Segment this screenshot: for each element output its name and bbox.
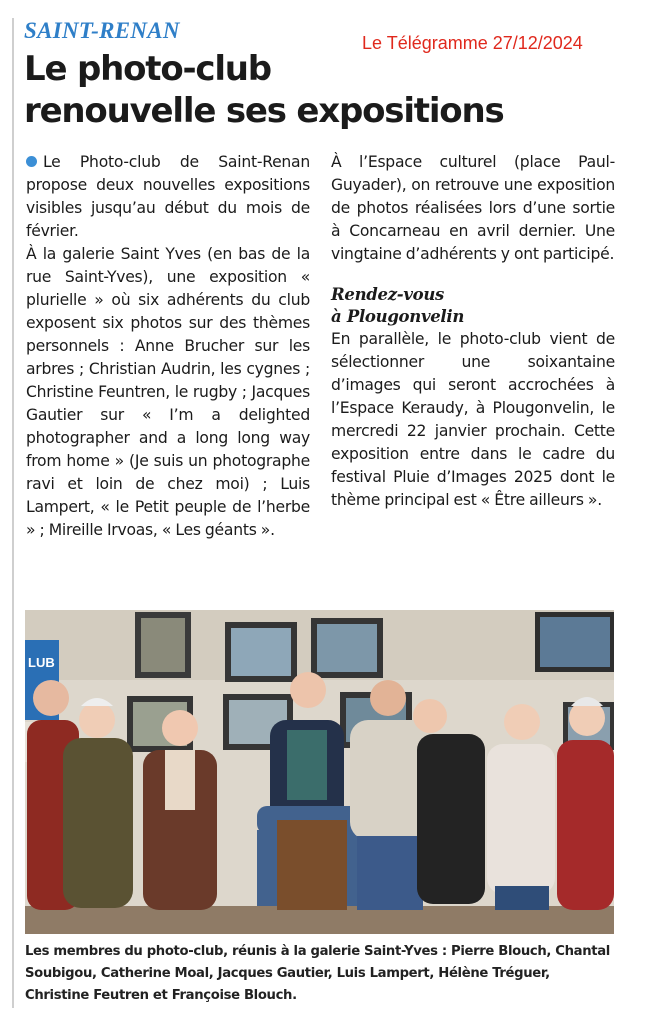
paragraph-intro-text: Le Photo-club de Saint-Renan propose deux nouvelles expositions visibles jusqu’au début du mois de février.: [26, 153, 310, 240]
paragraph-galerie: À la galerie Saint Yves (en bas de la rue Saint-Yves), une exposition « plurielle » où six adhérents du club exposent six photos sur des thèmes personnels : Anne Brucher sur les arbres ; Christian Audrin, les cygnes ; Christine Feuntren, le rugby ; Jacques Gautier sur « I’m a delighted photographer and a long long way from home » (Je suis un photographe ravi et loin de chez moi) ; Luis Lampert, « le Petit peuple de l’herbe » ; Mireille Irvoas, « Les géants ».: [26, 245, 310, 539]
group-photo: [25, 610, 614, 934]
headline: [24, 48, 634, 132]
paragraph-intro: [26, 151, 310, 243]
article-column-right: [331, 151, 615, 512]
group-photo-illustration: [25, 610, 614, 934]
subheading-line-2: à Plougonvelin: [331, 307, 465, 326]
bullet-icon: [26, 156, 37, 167]
headline-line-2: renouvelle ses expositions: [24, 91, 504, 131]
paragraph-plougonvelin: En parallèle, le photo-club vient de sélectionner une soixantaine d’images qui seront accrochées à l’Espace Keraudy, à Plougonvelin, le mercredi 22 janvier prochain. Cette exposition entre dans le cadre du festival Pluie d’Images 2025 dont le thème principal est « Être ailleurs ».: [331, 330, 615, 509]
location-kicker: SAINT-RENAN: [24, 18, 180, 43]
article-column-left: [26, 151, 310, 542]
headline-line-1: Le photo-club: [24, 49, 271, 89]
subheading-line-1: Rendez-vous: [331, 285, 445, 304]
subheading: [331, 284, 615, 328]
paragraph-espace-culturel: À l’Espace culturel (place Paul-Guyader), on retrouve une exposition de photos réalisées lors d’une sortie à Concarneau en avril dernier. Une vingtaine d’adhérents y ont participé.: [331, 153, 615, 263]
club-banner-text: LUB: [28, 655, 55, 670]
source-date: Le Télégramme 27/12/2024: [362, 33, 583, 53]
photo-caption: Les membres du photo-club, réunis à la galerie Saint-Yves : Pierre Blouch, Chantal Soubigou, Catherine Moal, Jacques Gautier, Luis Lampert, Hélène Tréguer, Christine Feutren et Françoise Blouch.: [25, 944, 610, 1003]
column-rule: [12, 18, 14, 1008]
